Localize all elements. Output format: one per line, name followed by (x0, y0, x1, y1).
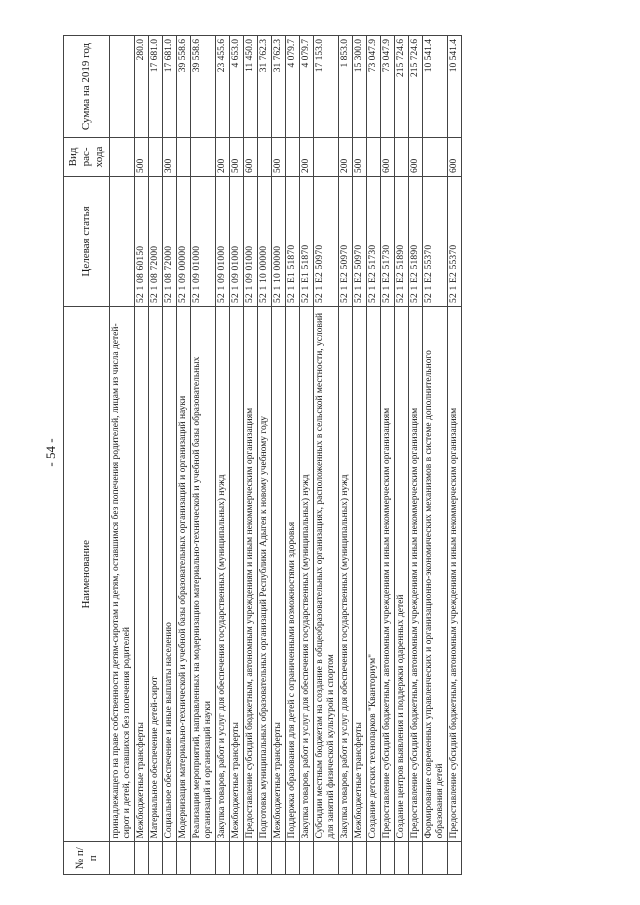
table-row (353, 36, 367, 875)
row-num (286, 842, 300, 875)
row-type (314, 137, 339, 176)
table-body (110, 36, 462, 875)
row-num (135, 842, 149, 875)
row-name: Межбюджетные трансферты (135, 307, 149, 842)
row-num (191, 842, 216, 875)
header-num: № п/п (64, 842, 110, 875)
row-sum: 15 300.0 (353, 36, 367, 138)
table-row (149, 36, 163, 875)
row-type (423, 137, 448, 176)
row-code: 52 1 09 01000 (230, 176, 244, 306)
table-row (258, 36, 272, 875)
row-name: Закупка товаров, работ и услуг для обеспечения государственных (муниципальных) нужд (339, 307, 353, 842)
table-row (448, 36, 462, 875)
row-type: 500 (230, 137, 244, 176)
row-sum: 215 724.6 (395, 36, 409, 138)
page-number: - 54 - (43, 438, 58, 467)
table-row (314, 36, 339, 875)
row-sum: 1 853.0 (339, 36, 353, 138)
row-code (110, 176, 135, 306)
row-code: 52 1 E2 50970 (314, 176, 339, 306)
row-sum (110, 36, 135, 138)
row-sum: 17 681.0 (163, 36, 177, 138)
row-num (149, 842, 163, 875)
row-sum: 73 047.9 (381, 36, 395, 138)
row-sum: 23 455.6 (216, 36, 230, 138)
row-type: 200 (216, 137, 230, 176)
row-code: 52 1 E1 51870 (286, 176, 300, 306)
row-sum: 17 681.0 (149, 36, 163, 138)
table-row (244, 36, 258, 875)
table-row (110, 36, 135, 875)
row-sum: 280.0 (135, 36, 149, 138)
row-type (258, 137, 272, 176)
row-code: 52 1 E2 51890 (395, 176, 409, 306)
row-num (395, 842, 409, 875)
header-sum: Сумма на 2019 год (64, 36, 110, 138)
table-row (286, 36, 300, 875)
row-code: 52 1 09 00000 (177, 176, 191, 306)
table-row (216, 36, 230, 875)
row-name: Закупка товаров, работ и услуг для обеспечения государственных (муниципальных) нужд (216, 307, 230, 842)
row-name: Создание детских технопарков "Кванториум" (367, 307, 381, 842)
row-name: принадлежащего на праве собственности детям-сиротам и детям, оставшимся без попечения родителей, лицам из числа детей-сирот и детей, оставшихся без попечения родителей (110, 307, 135, 842)
row-name: Реализация мероприятий, направленных на модернизацию материально-технической и учебной базы образовательных организаций и организаций науки (191, 307, 216, 842)
row-name: Предоставление субсидий бюджетным, автономным учреждениям и иным некоммерческим организациям (409, 307, 423, 842)
row-num (230, 842, 244, 875)
row-code: 52 1 08 72000 (149, 176, 163, 306)
header-name: Наименование (64, 307, 110, 842)
row-code: 52 1 10 00000 (258, 176, 272, 306)
row-sum: 39 558.6 (191, 36, 216, 138)
row-type (367, 137, 381, 176)
row-num (272, 842, 286, 875)
budget-table (63, 35, 462, 875)
row-sum: 17 153.0 (314, 36, 339, 138)
row-name: Модернизация материально-технической и учебной базы образовательных организаций и организаций науки (177, 307, 191, 842)
row-type (191, 137, 216, 176)
row-name: Межбюджетные трансферты (230, 307, 244, 842)
table-row (230, 36, 244, 875)
row-sum: 31 762.3 (272, 36, 286, 138)
table-row (339, 36, 353, 875)
row-sum: 39 558.6 (177, 36, 191, 138)
table-row (272, 36, 286, 875)
row-type: 600 (381, 137, 395, 176)
row-name: Предоставление субсидий бюджетным, автономным учреждениям и иным некоммерческим организациям (448, 307, 462, 842)
row-num (367, 842, 381, 875)
row-num (163, 842, 177, 875)
row-type (149, 137, 163, 176)
row-name: Формирование современных управленческих и организационно-экономических механизмов в системе дополнительного образования детей (423, 307, 448, 842)
row-code: 52 1 E2 55370 (448, 176, 462, 306)
row-name: Субсидии местным бюджетам на создание в общеобразовательных организациях, расположенных в сельской местности, условий для занятий физической культурой и спортом (314, 307, 339, 842)
row-code: 52 1 E2 51730 (367, 176, 381, 306)
row-code: 52 1 08 60150 (135, 176, 149, 306)
table-row (395, 36, 409, 875)
row-code: 52 1 E2 55370 (423, 176, 448, 306)
row-type (395, 137, 409, 176)
row-sum: 4 653.0 (230, 36, 244, 138)
row-code: 52 1 10 00000 (272, 176, 286, 306)
row-type (286, 137, 300, 176)
row-sum: 10 541.4 (448, 36, 462, 138)
row-name: Закупка товаров, работ и услуг для обеспечения государственных (муниципальных) нужд (300, 307, 314, 842)
header-code: Целевая статья (64, 176, 110, 306)
row-code: 52 1 08 72000 (163, 176, 177, 306)
row-num (314, 842, 339, 875)
row-type (177, 137, 191, 176)
row-num (423, 842, 448, 875)
row-code: 52 1 E2 50970 (339, 176, 353, 306)
row-code: 52 1 E2 50970 (353, 176, 367, 306)
row-sum: 73 047.9 (367, 36, 381, 138)
row-num (339, 842, 353, 875)
row-type: 500 (272, 137, 286, 176)
row-num (381, 842, 395, 875)
row-name: Предоставление субсидий бюджетным, автономным учреждениям и иным некоммерческим организациям (381, 307, 395, 842)
table-row (177, 36, 191, 875)
row-sum: 11 450.0 (244, 36, 258, 138)
row-num (353, 842, 367, 875)
table-header-row (64, 36, 110, 875)
row-name: Материальное обеспечение детей-сирот (149, 307, 163, 842)
table-row (423, 36, 448, 875)
table-row (191, 36, 216, 875)
row-type: 600 (448, 137, 462, 176)
table-row (381, 36, 395, 875)
table-row (300, 36, 314, 875)
row-name: Подготовка муниципальных образовательных организаций Республики Адыгея к новому учебному году (258, 307, 272, 842)
table-row (409, 36, 423, 875)
row-num (216, 842, 230, 875)
row-num (409, 842, 423, 875)
row-name: Межбюджетные трансферты (272, 307, 286, 842)
table-row (163, 36, 177, 875)
row-code: 52 1 09 01000 (216, 176, 230, 306)
row-num (244, 842, 258, 875)
row-name: Межбюджетные трансферты (353, 307, 367, 842)
table-row (135, 36, 149, 875)
row-num (300, 842, 314, 875)
row-num (448, 842, 462, 875)
row-code: 52 1 09 01000 (191, 176, 216, 306)
row-sum: 215 724.6 (409, 36, 423, 138)
row-type: 600 (244, 137, 258, 176)
row-sum: 4 079.7 (286, 36, 300, 138)
row-code: 52 1 09 01000 (244, 176, 258, 306)
row-sum: 31 762.3 (258, 36, 272, 138)
row-code: 52 1 E1 51870 (300, 176, 314, 306)
row-type (110, 137, 135, 176)
row-type: 300 (163, 137, 177, 176)
row-sum: 4 079.7 (300, 36, 314, 138)
row-code: 52 1 E2 51890 (409, 176, 423, 306)
row-type: 500 (135, 137, 149, 176)
row-name: Предоставление субсидий бюджетным, автономным учреждениям и иным некоммерческим организациям (244, 307, 258, 842)
row-num (177, 842, 191, 875)
row-name: Социальное обеспечение и иные выплаты населению (163, 307, 177, 842)
row-code: 52 1 E2 51730 (381, 176, 395, 306)
row-type: 500 (353, 137, 367, 176)
header-type: Вид рас-хода (64, 137, 110, 176)
row-num (110, 842, 135, 875)
row-type: 200 (339, 137, 353, 176)
table-row (367, 36, 381, 875)
row-name: Создание центров выявления и поддержки одаренных детей (395, 307, 409, 842)
row-name: Поддержка образования для детей с ограниченными возможностями здоровья (286, 307, 300, 842)
row-num (258, 842, 272, 875)
row-sum: 10 541.4 (423, 36, 448, 138)
row-type: 200 (300, 137, 314, 176)
row-type: 600 (409, 137, 423, 176)
